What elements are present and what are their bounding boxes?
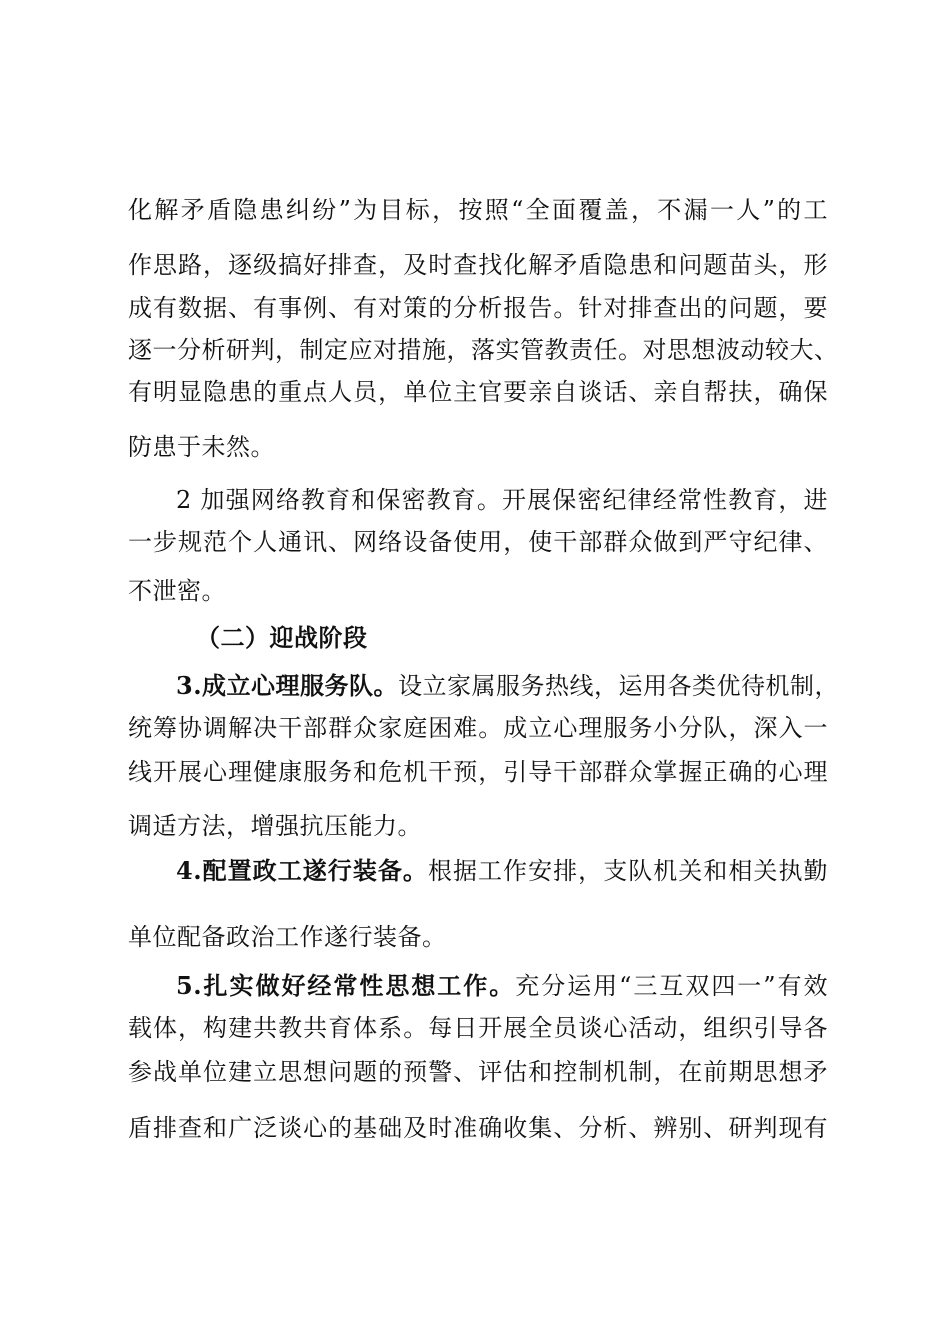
p1-line-5: 有明显隐患的重点人员，单位主官要亲自谈话、亲自帮扶，确保 [128, 378, 828, 406]
p5-title: 5.扎实做好经常性思想工作。 [176, 971, 516, 1000]
p1-line-3: 成有数据、有事例、有对策的分析报告。针对排查出的问题，要 [128, 294, 828, 322]
p5-line-4: 盾排查和广泛谈心的基础及时准确收集、分析、辨别、研判现有 [128, 1114, 828, 1142]
p5-line-3: 参战单位建立思想问题的预警、评估和控制机制，在前期思想矛 [128, 1058, 828, 1086]
p2-line-3: 不泄密。 [128, 577, 226, 605]
p1-line-4: 逐一分析研判，制定应对措施，落实管教责任。对思想波动较大、 [128, 336, 839, 364]
p1-line-2: 作思路，逐级搞好排查，及时查找化解矛盾隐患和问题苗头，形 [128, 251, 828, 279]
p3-line-2: 统筹协调解决干部群众家庭困难。成立心理服务小分队，深入一 [128, 714, 828, 742]
p1-line-1: 化解矛盾隐患纠纷”为目标，按照“全面覆盖，不漏一人”的工 [128, 196, 828, 224]
p2-line-2: 一步规范个人通讯、网络设备使用，使干部群众做到严守纪律、 [128, 528, 828, 556]
p3-first-rest: 设立家属服务热线，运用各类优待机制， [398, 672, 840, 700]
section-heading: （二）迎战阶段 [196, 623, 368, 652]
p5-first-rest: 充分运用“三互双四一”有效 [515, 972, 828, 1000]
p4-first-rest: 根据工作安排，支队机关和相关执勤 [427, 857, 828, 885]
p4-line-1 [176, 855, 828, 887]
p5-line-2: 载体，构建共教共育体系。每日开展全员谈心活动，组织引导各 [128, 1014, 828, 1042]
p4-line-2: 单位配备政治工作遂行装备。 [128, 923, 447, 951]
p1-line-6: 防患于未然。 [128, 433, 275, 461]
p5-line-1 [176, 970, 828, 1002]
p3-line-1 [176, 670, 840, 702]
p2-line-1: 2 加强网络教育和保密教育。开展保密纪律经常性教育，进 [176, 486, 828, 514]
p3-line-4: 调适方法，增强抗压能力。 [128, 812, 422, 840]
p4-title: 4.配置政工遂行装备。 [176, 856, 428, 885]
p3-line-3: 线开展心理健康服务和危机干预，引导干部群众掌握正确的心理 [128, 758, 828, 786]
p3-title: 3.成立心理服务队。 [176, 671, 399, 700]
